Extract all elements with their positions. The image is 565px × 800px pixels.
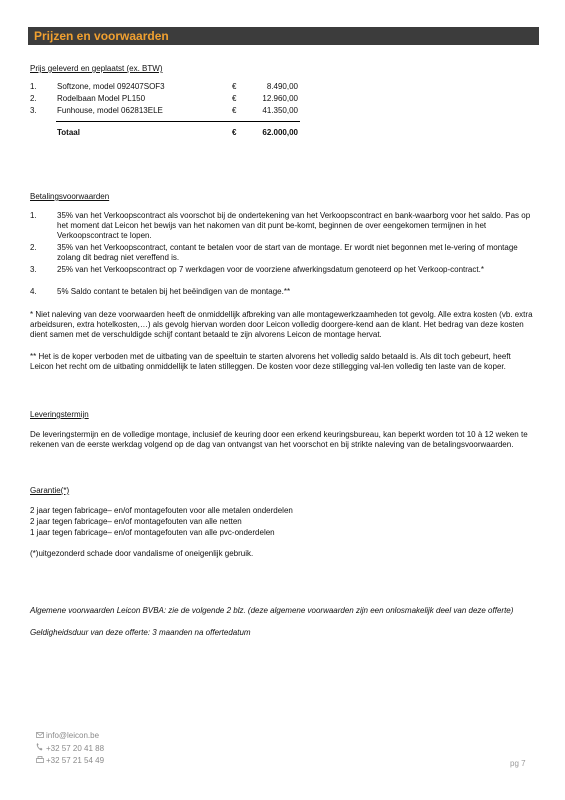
footer-fax-text: +32 57 21 54 49 <box>46 756 105 765</box>
price-row-number: 1. <box>30 82 37 91</box>
validity-note: Geldigheidsduur van deze offerte: 3 maanden na offertedatum <box>30 628 251 637</box>
page-number: pg 7 <box>510 759 526 768</box>
price-row <box>0 106 565 116</box>
payment-item-number: 4. <box>30 287 37 296</box>
warranty-note: (*)uitgezonderd schade door vandalisme of oneigenlijk gebruik. <box>30 549 254 558</box>
payment-note-2: ** Het is de koper verboden met de uitbating van de speeltuin te starten alvorens het volledig saldo betaald is. Als dit toch gebeurt, heeft Leicon het recht om de uitbating onmiddellijk te laten stilleggen. De kosten voor deze stillegging val-len volledig ten laste van de koper. <box>30 352 511 371</box>
payment-item-text: 35% van het Verkoopscontract als voorschot bij de ondertekening van het Verkoopscontract en bank-waarborg voor het saldo. Pas op het moment dat Leicon het bewijs van het nakomen van dit punt be-komt, beginnen de over eengekomen termijnen in het Verkoopscontract te lopen. <box>57 211 531 240</box>
price-row-description: Softzone, model 092407SOF3 <box>57 82 165 91</box>
price-row-value: 8.490,00 <box>266 82 298 91</box>
payment-item-number: 3. <box>30 265 37 274</box>
payment-item-number: 1. <box>30 211 37 220</box>
price-row-number: 2. <box>30 94 37 103</box>
price-row-number: 3. <box>30 106 37 115</box>
price-row-currency: € <box>232 94 237 103</box>
page-title-bar <box>28 27 539 45</box>
price-row-currency: € <box>232 82 237 91</box>
footer-email[interactable] <box>36 731 99 741</box>
price-row <box>0 82 565 92</box>
fax-icon <box>36 756 46 766</box>
warranty-heading: Garantie(*) <box>30 486 70 495</box>
footer-phone-text: +32 57 20 41 88 <box>46 744 105 753</box>
footer-email-text: info@leicon.be <box>46 731 100 740</box>
phone-icon <box>36 743 46 754</box>
prices-heading: Prijs geleverd en geplaatst (ex. BTW) <box>30 64 163 73</box>
delivery-text: De leveringstermijn en de volledige montage, inclusief de keuring door een erkend keuringsbureau, kan beperkt worden tot 10 à 12 weken te rekenen van de eerste werkdag volgend op de dag van ontvangst van het voorschot en bij strikte naleving van de betalingsvoorwaarden. <box>30 430 528 449</box>
payment-item-text: 25% van het Verkoopscontract op 7 werkdagen voor de voorziene afwerkingsdatum genoteerd op het Verkoop-contract.* <box>57 265 484 274</box>
page-title: Prijzen en voorwaarden <box>34 29 169 43</box>
total-value: 62.000,00 <box>262 128 298 137</box>
price-row <box>0 94 565 104</box>
price-row-currency: € <box>232 106 237 115</box>
general-terms-note: Algemene voorwaarden Leicon BVBA: zie de volgende 2 blz. (deze algemene voorwaarden zijn een onlosmakelijk deel van deze offerte) <box>30 606 514 615</box>
warranty-line: 2 jaar tegen fabricage– en/of montagefouten van alle netten <box>30 517 242 526</box>
price-row-description: Rodelbaan Model PL150 <box>57 94 146 103</box>
total-row <box>0 128 565 138</box>
total-currency: € <box>232 128 237 137</box>
payment-note-1: * Niet naleving van deze voorwaarden heeft de onmiddellijk afbreking van alle montagewerkzaamheden tot gevolg. Alle extra kosten (vb. extra arbeidsuren, extra hotelkosten,…) als gevolg hiervan worden door Leicon volledig doorgere-kend aan de klant. Het bedrag van deze kosten dient samen met de verschuldigde schijf contant betaald te zijn alvorens Leicon de montage hervat. <box>30 310 533 339</box>
total-divider <box>56 121 300 122</box>
footer-phone[interactable] <box>36 743 104 754</box>
footer-fax <box>36 756 104 766</box>
payment-item-text: 35% van het Verkoopscontract, contant te betalen voor de start van de montage. Er wordt niet begonnen met le-vering of montage zolang dit bedrag niet vereffend is. <box>57 243 518 262</box>
total-label: Totaal <box>57 128 80 137</box>
price-row-value: 41.350,00 <box>262 106 298 115</box>
payment-item-number: 2. <box>30 243 37 252</box>
envelope-icon <box>36 731 46 741</box>
payment-heading: Betalingsvoorwaarden <box>30 192 110 201</box>
warranty-line: 2 jaar tegen fabricage– en/of montagefouten voor alle metalen onderdelen <box>30 506 293 515</box>
price-row-description: Funhouse, model 062813ELE <box>57 106 163 115</box>
payment-item-text: 5% Saldo contant te betalen bij het beëindigen van de montage.** <box>57 287 291 296</box>
price-row-value: 12.960,00 <box>262 94 298 103</box>
delivery-heading: Leveringstermijn <box>30 410 89 419</box>
warranty-line: 1 jaar tegen fabricage– en/of montagefouten van alle pvc-onderdelen <box>30 528 275 537</box>
